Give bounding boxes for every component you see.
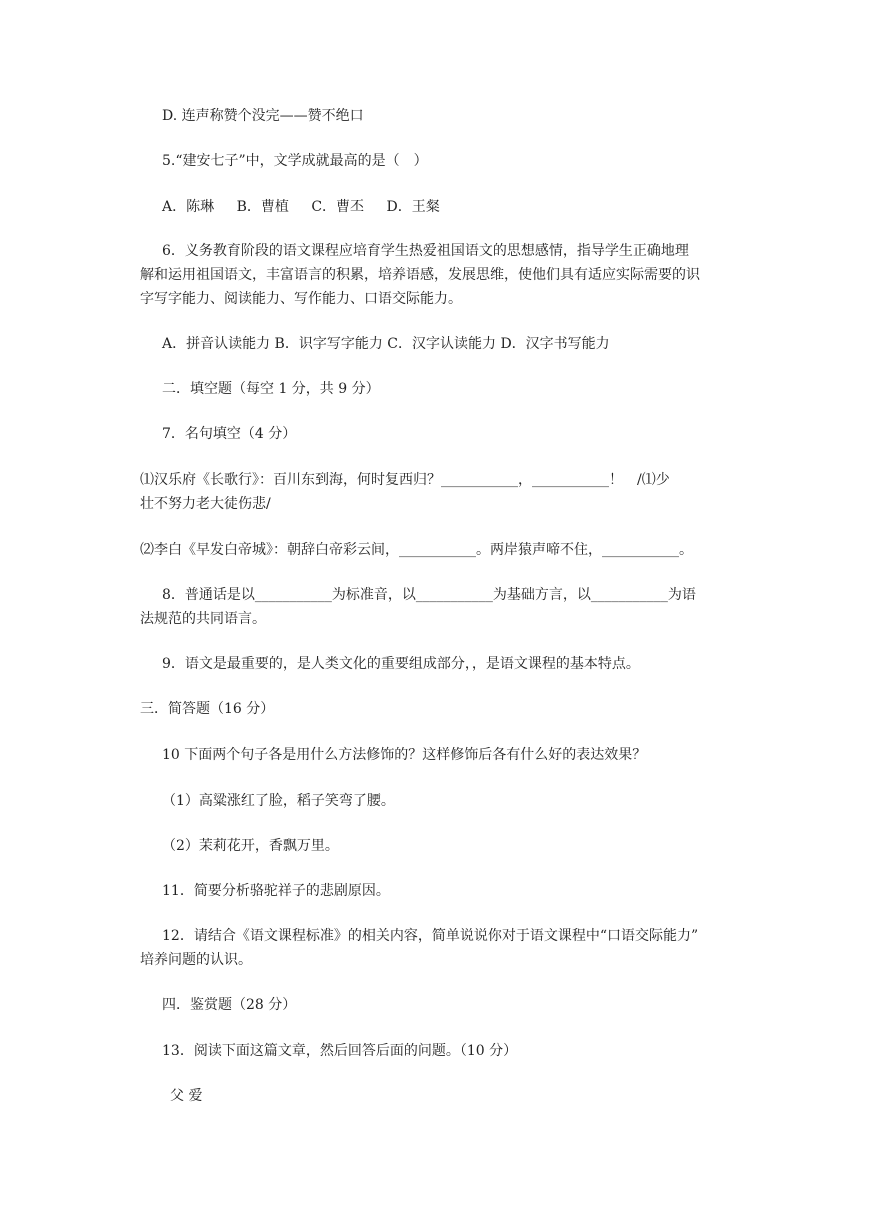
section-4-heading: 四．鉴赏题（28 分） <box>162 997 297 1013</box>
question-6-line-2: 解和运用祖国语文，丰富语言的积累，培养语感，发展思维，使他们具有适应实际需要的识 <box>140 267 700 283</box>
question-7-part-2: ⑵李白《早发白帝城》：朝辞白帝彩云间，___________。两岸猿声啼不住，___________。 <box>140 542 693 558</box>
question-12-line-1: 12．请结合《语文课程标准》的相关内容，简单说说你对于语文课程中“口语交际能力” <box>162 928 699 944</box>
article-title: 父 爱 <box>170 1088 203 1104</box>
question-7: 7．名句填空（4 分） <box>162 426 297 442</box>
question-9: 9．语文是最重要的，是人类文化的重要组成部分，，是语文课程的基本特点。 <box>162 656 640 672</box>
question-6-line-3: 字写字能力、阅读能力、写作能力、口语交际能力。 <box>140 291 462 307</box>
option-c: C．曹丕 <box>311 199 365 215</box>
question-13: 13．阅读下面这篇文章，然后回答后面的问题。（10 分） <box>162 1043 518 1059</box>
question-12-line-2: 培养问题的认识。 <box>140 952 252 968</box>
question-7-part-1: ⑴汉乐府《长歌行》：百川东到海，何时复西归？___________，___________！ /⑴少 <box>140 472 670 488</box>
option-b: B．曹植 <box>236 199 289 215</box>
question-7-part-1-cont: 壮不努力老大徒伤悲/ <box>140 496 271 512</box>
option-d-line: D. 连声称赞个没完——赞不绝口 <box>162 108 364 124</box>
question-6-line-1: 6．义务教育阶段的语文课程应培育学生热爱祖国语文的思想感情，指导学生正确地理 <box>162 243 689 259</box>
question-10-sentence-2: （2）茉莉花开，香飘万里。 <box>162 838 339 854</box>
section-3-heading: 三．简答题（16 分） <box>140 701 275 717</box>
question-8-line-1: 8．普通话是以___________为标准音，以___________为基础方言，以___________为语 <box>162 587 696 603</box>
question-5-options <box>162 196 458 218</box>
question-8-line-2: 法规范的共同语言。 <box>140 611 266 627</box>
question-6-options: A．拼音认读能力 B．识字写字能力 C．汉字认读能力 D．汉字书写能力 <box>162 336 610 352</box>
question-10: 10 下面两个句子各是用什么方法修饰的？这样修饰后各有什么好的表达效果？ <box>162 747 647 763</box>
question-5: 5.“建安七子”中，文学成就最高的是（ ） <box>162 153 428 169</box>
option-d: D．王粲 <box>386 199 440 215</box>
option-a: A．陈琳 <box>162 199 215 215</box>
question-10-sentence-1: （1）高粱涨红了脸，稻子笑弯了腰。 <box>162 793 395 809</box>
section-2-heading: 二．填空题（每空 1 分，共 9 分） <box>162 381 380 397</box>
question-11: 11．简要分析骆驼祥子的悲剧原因。 <box>162 883 390 899</box>
